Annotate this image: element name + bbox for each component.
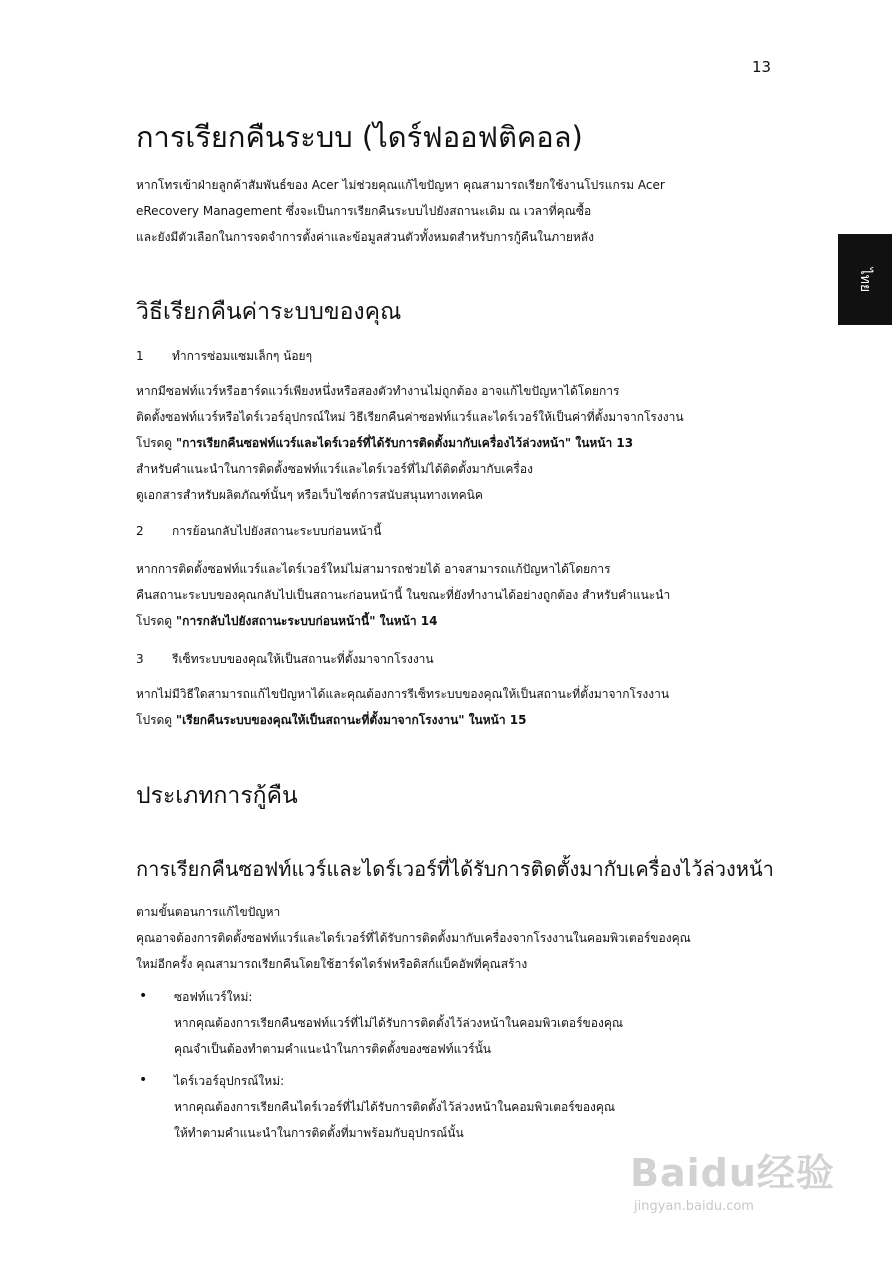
bullet-item-new-drivers bbox=[174, 1068, 774, 1146]
step-label: ทำการซ่อมแซมเล็กๆ น้อยๆ bbox=[172, 349, 313, 363]
reference-line bbox=[136, 430, 786, 456]
reference-line bbox=[136, 707, 786, 733]
step-number: 3 bbox=[136, 652, 144, 666]
bullet-line: คุณจำเป็นต้องทำตามคำแนะนำในการติดตั้งของซอฟท์แวร์นั้น bbox=[174, 1042, 491, 1056]
body-line: หากมีซอฟท์แวร์หรือฮาร์ดแวร์เพียงหนึ่งหรือสองตัวทำงานไม่ถูกต้อง อาจแก้ไขปัญหาได้โดยการ bbox=[136, 384, 620, 398]
intro-line: หากโทรเข้าฝ่ายลูกค้าสัมพันธ์ของ Acer ไม่ช่วยคุณแก้ไขปัญหา คุณสามารถเรียกใช้งานโปรแกรม Acer bbox=[136, 178, 665, 192]
body-line: คืนสถานะระบบของคุณกลับไปเป็นสถานะก่อนหน้านี้ ในขณะที่ยังทำงานได้อย่างถูกต้อง สำหรับคำแนะนำ bbox=[136, 588, 671, 602]
bullet-line: หากคุณต้องการเรียกคืนไดร์เวอร์ที่ไม่ได้รับการติดตั้งไว้ล่วงหน้าในคอมพิวเตอร์ของคุณ bbox=[174, 1100, 616, 1114]
reference-prefix: โปรดดู bbox=[136, 614, 176, 628]
intro-line: eRecovery Management ซึ่งจะเป็นการเรียกคืนระบบไปยังสถานะเดิม ณ เวลาที่คุณซื้อ bbox=[136, 204, 592, 218]
step-label: รีเซ็ทระบบของคุณให้เป็นสถานะที่ตั้งมาจากโรงงาน bbox=[172, 652, 434, 666]
reference-prefix: โปรดดู bbox=[136, 436, 176, 450]
section-heading-restore-methods: วิธีเรียกคืนค่าระบบของคุณ bbox=[136, 299, 402, 325]
step-label: การย้อนกลับไปยังสถานะระบบก่อนหน้านี้ bbox=[172, 524, 382, 538]
step-3-body bbox=[136, 681, 786, 733]
section-heading-recovery-types: ประเภทการกู้คืน bbox=[136, 783, 298, 809]
body-line: คุณอาจต้องการติดตั้งซอฟท์แวร์และไดร์เวอร์ที่ได้รับการติดตั้งมากับเครื่องจากโรงงานในคอมพิวเตอร์ของคุณ bbox=[136, 931, 691, 945]
body-line: สำหรับคำแนะนำในการติดตั้งซอฟท์แวร์และไดร์เวอร์ที่ไม่ได้ติดตั้งมากับเครื่อง bbox=[136, 462, 533, 476]
bullet-item-new-software bbox=[174, 984, 774, 1062]
body-line: หากไม่มีวิธีใดสามารถแก้ไขปัญหาได้และคุณต้องการรีเซ็ทระบบของคุณให้เป็นสถานะที่ตั้งมาจากโรงงาน bbox=[136, 687, 670, 701]
step-number: 1 bbox=[136, 349, 144, 363]
watermark-logo: Baidu经验 bbox=[630, 1151, 835, 1195]
page-reference-link[interactable]: "การกลับไปยังสถานะระบบก่อนหน้านี้" ในหน้า 14 bbox=[175, 614, 438, 628]
bullet-title: ไดร์เวอร์อุปกรณ์ใหม่: bbox=[174, 1074, 285, 1088]
body-line: ใหม่อีกครั้ง คุณสามารถเรียกคืนโดยใช้ฮาร์ดไดร์ฟหรือดิสก์แบ็คอัพที่คุณสร้าง bbox=[136, 957, 528, 971]
body-line: หากการติดตั้งซอฟท์แวร์และไดร์เวอร์ใหม่ไม่สามารถช่วยได้ อาจสามารถแก้ปัญหาได้โดยการ bbox=[136, 562, 611, 576]
step-2-body bbox=[136, 556, 786, 634]
language-tab-label: ไทย bbox=[856, 267, 873, 292]
intro-line: และยังมีตัวเลือกในการจดจำการตั้งค่าและข้อมูลส่วนตัวทั้งหมดสำหรับการกู้คืนในภายหลัง bbox=[136, 230, 594, 244]
reference-line bbox=[136, 608, 786, 634]
page-reference-link[interactable]: "เรียกคืนระบบของคุณให้เป็นสถานะที่ตั้งมาจากโรงงาน" ในหน้า 15 bbox=[175, 713, 527, 727]
body-line: ตามขั้นตอนการแก้ไขปัญหา bbox=[136, 905, 281, 919]
subsection-heading: การเรียกคืนซอฟท์แวร์และไดร์เวอร์ที่ได้รับการติดตั้งมากับเครื่องไว้ล่วงหน้า bbox=[136, 857, 774, 881]
bullet-dot: • bbox=[139, 1072, 148, 1088]
step-1 bbox=[136, 347, 312, 366]
reference-prefix: โปรดดู bbox=[136, 713, 176, 727]
page-title: การเรียกคืนระบบ (ไดร์ฟออฟติคอล) bbox=[136, 120, 583, 154]
bullet-line: ให้ทำตามคำแนะนำในการติดตั้งที่มาพร้อมกับอุปกรณ์นั้น bbox=[174, 1126, 464, 1140]
step-number: 2 bbox=[136, 524, 144, 538]
watermark-url: jingyan.baidu.com bbox=[634, 1199, 754, 1214]
step-3 bbox=[136, 650, 434, 669]
bullet-title: ซอฟท์แวร์ใหม่: bbox=[174, 990, 253, 1004]
page-reference-link[interactable]: "การเรียกคืนซอฟท์แวร์และไดร์เวอร์ที่ได้รับการติดตั้งมากับเครื่องไว้ล่วงหน้า" ในหน้า 13 bbox=[175, 436, 634, 450]
body-line: ดูเอกสารสำหรับผลิตภัณฑ์นั้นๆ หรือเว็บไซต์การสนับสนุนทางเทคนิค bbox=[136, 488, 483, 502]
recovery-types-paragraph bbox=[136, 899, 786, 977]
bullet-dot: • bbox=[139, 988, 148, 1004]
step-1-body bbox=[136, 378, 786, 508]
body-line: ติดตั้งซอฟท์แวร์หรือไดร์เวอร์อุปกรณ์ใหม่ วิธีเรียกคืนค่าซอฟท์แวร์และไดร์เวอร์ให้เป็นค่าที่ตั้งมาจากโรงงาน bbox=[136, 410, 684, 424]
bullet-line: หากคุณต้องการเรียกคืนซอฟท์แวร์ที่ไม่ได้รับการติดตั้งไว้ล่วงหน้าในคอมพิวเตอร์ของคุณ bbox=[174, 1016, 623, 1030]
page-number: 13 bbox=[752, 58, 772, 76]
step-2 bbox=[136, 522, 382, 541]
language-tab bbox=[838, 234, 892, 325]
baidu-watermark bbox=[630, 1142, 870, 1262]
intro-paragraph bbox=[136, 172, 786, 250]
